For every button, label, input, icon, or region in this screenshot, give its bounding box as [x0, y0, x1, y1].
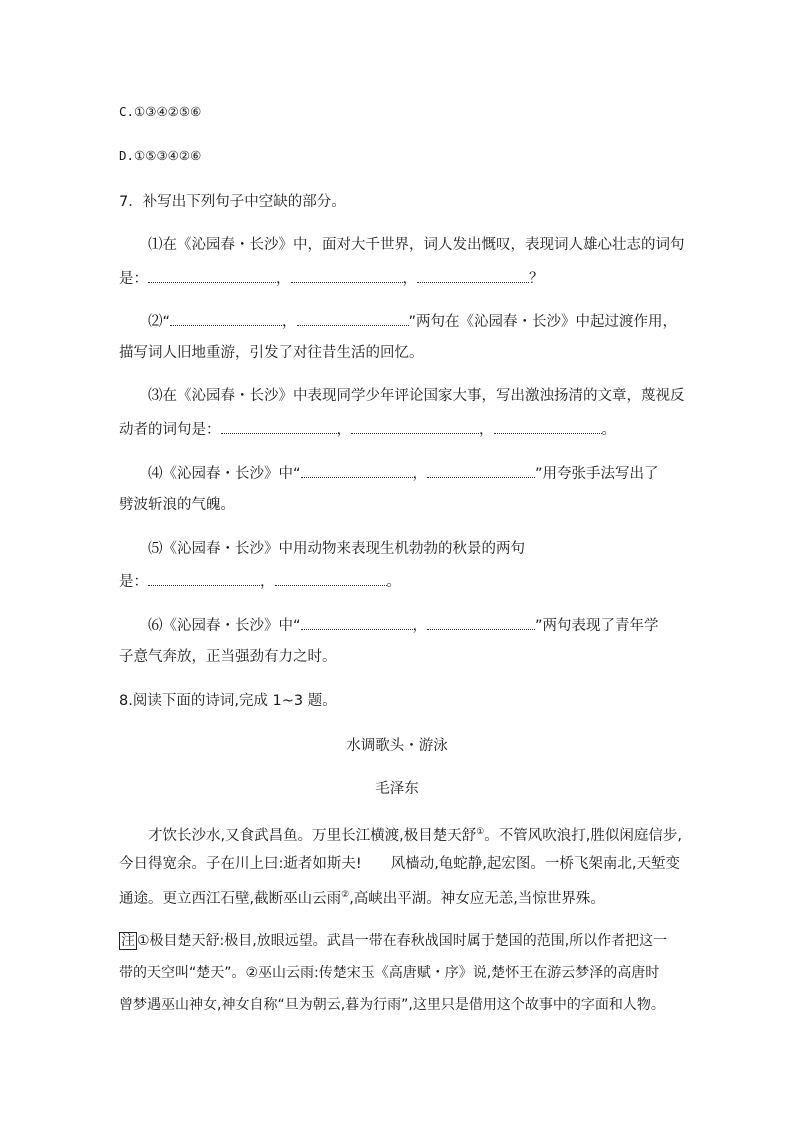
separator: ， [260, 574, 275, 590]
separator: ， [276, 271, 291, 287]
q7-item-2-suffix: ”两句在《沁园春・长沙》中起过渡作用， [408, 314, 678, 330]
blank-4-1[interactable] [301, 463, 413, 478]
blank-4-2[interactable] [427, 463, 535, 478]
blank-1-2[interactable] [291, 268, 403, 283]
blank-5-2[interactable] [275, 571, 387, 586]
poem-text: ,高峡出平湖。神女应无恙,当惊世界殊。 [349, 890, 605, 907]
q7-item-6-line2: 子意气奔放，正当强劲有力之时。 [119, 649, 337, 665]
poem-text: 通途。更立西江石壁,截断巫山云雨 [119, 890, 342, 907]
end-mark: 。 [386, 574, 401, 590]
note-text: ①极目楚天舒:极目,放眼远望。武昌一带在春秋战国时属于楚国的范围,所以作者把这一 [137, 933, 668, 949]
q7-item-4-line2: 劈波斩浪的气魄。 [119, 497, 235, 513]
option-c: C.①③④②⑤⑥ [119, 104, 202, 119]
poem-text: 。不管风吹浪打,胜似闲庭信步, [484, 827, 683, 844]
blank-6-2[interactable] [427, 615, 535, 630]
blank-3-2[interactable] [351, 419, 479, 434]
blank-2-2[interactable] [297, 311, 409, 326]
option-d: D.①⑤③④②⑥ [119, 148, 202, 163]
blank-3-3[interactable] [494, 419, 602, 434]
blank-3-1[interactable] [221, 419, 337, 434]
q7-item-6-prefix: ⑹《沁园春・长沙》中“ [148, 618, 301, 634]
notes-line-2: 带的天空叫“楚天”。②巫山云雨:传楚宋玉《高唐赋・序》说,楚怀王在游云梦泽的高唐时 [119, 965, 660, 981]
q7-item-5-line2 [119, 571, 401, 592]
q7-item-6-line1 [148, 615, 659, 636]
poem-text: 才饮长沙水,又食武昌鱼。万里长江横渡,极目楚天舒 [148, 827, 477, 844]
poem-author: 毛泽东 [375, 781, 419, 797]
q7-item-3-line2 [119, 419, 616, 440]
q7-item-1-prefix: 是： [119, 271, 148, 287]
end-mark: 。 [601, 422, 616, 438]
notes-line-1 [119, 931, 667, 951]
separator: ， [412, 618, 428, 634]
notes-line-3: 曾梦遇巫山神女,神女自称“旦为朝云,暮为行雨”,这里只是借用这个故事中的字面和人物。 [119, 997, 665, 1013]
poem-line-1 [148, 822, 682, 846]
separator: ， [402, 271, 417, 287]
question-8-title: 8.阅读下面的诗词,完成 1~3 题。 [119, 693, 337, 709]
q7-item-3-prefix: 动者的词句是： [119, 422, 221, 438]
poem-title: 水调歌头・游泳 [346, 738, 448, 754]
question-7-title: 7．补写出下列句子中空缺的部分。 [119, 194, 346, 210]
poem-line-3 [119, 885, 605, 909]
q7-item-2-line2: 描写词人旧地重游，引发了对往昔生活的回忆。 [119, 345, 424, 361]
blank-5-1[interactable] [148, 571, 260, 586]
q7-item-1-line1: ⑴在《沁园春・长沙》中，面对大千世界，词人发出慨叹，表现词人雄心壮志的词句 [148, 237, 685, 253]
q7-item-3-line1: ⑶在《沁园春・长沙》中表现同学少年评论国家大事，写出激浊扬清的文章，蔑视反 [148, 388, 685, 404]
footnote-marker[interactable]: ② [341, 890, 350, 900]
q7-item-5-prefix: 是： [119, 574, 148, 590]
blank-1-3[interactable] [417, 268, 529, 283]
blank-6-1[interactable] [301, 615, 413, 630]
separator: ， [336, 422, 351, 438]
q7-item-4-suffix: ”用夸张手法写出了 [535, 466, 659, 482]
q7-item-4-line1 [148, 463, 659, 484]
q7-item-5-line1: ⑸《沁园春・长沙》中用动物来表现生机勃勃的秋景的两句 [148, 541, 525, 557]
q7-item-2-prefix: ⑵“ [148, 314, 171, 330]
note-label-box: 注 [121, 933, 135, 949]
separator: ， [282, 314, 297, 330]
q7-item-4-prefix: ⑷《沁园春・长沙》中“ [148, 466, 301, 482]
q7-item-6-suffix: ”两句表现了青年学 [535, 618, 659, 634]
separator: ， [479, 422, 494, 438]
blank-2-1[interactable] [170, 311, 282, 326]
q7-item-1-line2 [119, 268, 544, 289]
poem-line-2: 今日得宽余。子在川上曰:逝者如斯夫! 风樯动,龟蛇静,起宏图。一桥飞架南北,天堑变 [119, 856, 681, 872]
separator: ， [412, 466, 428, 482]
footnote-marker[interactable]: ① [476, 827, 485, 837]
end-mark: ？ [529, 271, 544, 287]
blank-1-1[interactable] [148, 268, 276, 283]
q7-item-2-line1 [148, 311, 677, 332]
